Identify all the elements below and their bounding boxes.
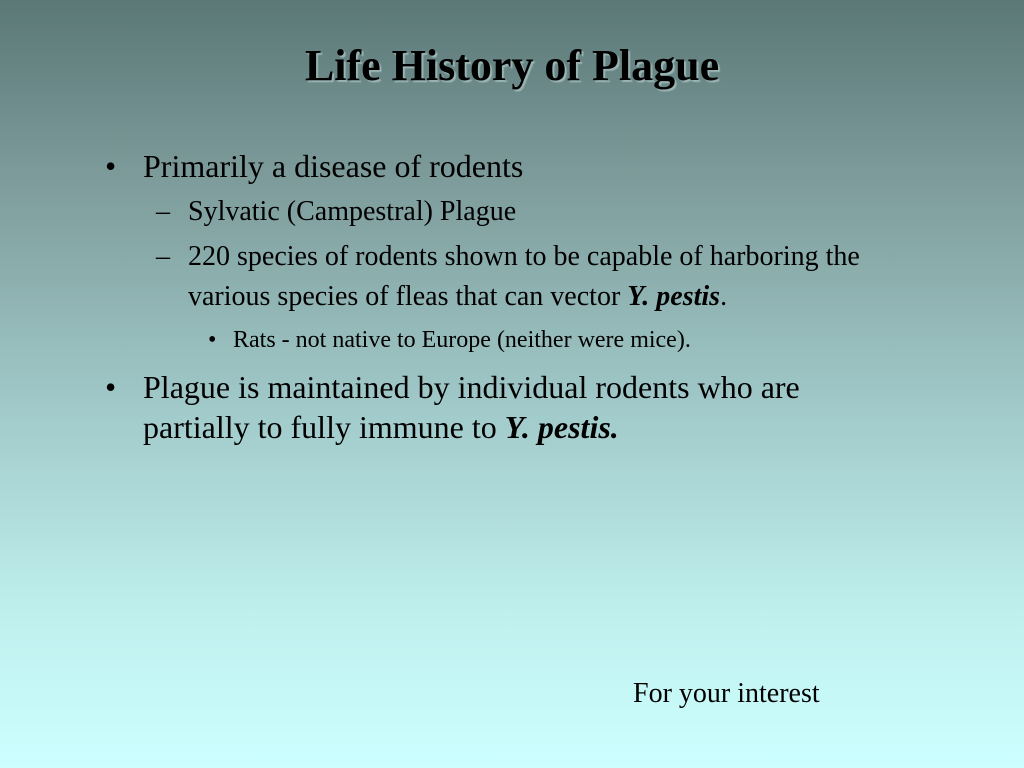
- bullet-marker: •: [105, 369, 117, 405]
- bullet-marker: •: [208, 327, 217, 353]
- species-epithet: pestis: [656, 281, 721, 312]
- dash-marker: –: [156, 241, 170, 272]
- sub-sub-bullet-item: [0, 325, 933, 355]
- bullet-item: [0, 146, 913, 186]
- dash-marker: –: [156, 196, 170, 227]
- slide-body: [0, 146, 1024, 447]
- sub-bullet-text: Sylvatic (Campestral) Plague: [188, 196, 517, 227]
- footer-note: For your interest: [633, 678, 820, 709]
- sub-bullet-item: [0, 237, 948, 317]
- species-genus: Y.: [627, 281, 650, 312]
- bullet-text: Primarily a disease of rodents: [143, 148, 524, 184]
- sentence-period: .: [720, 281, 728, 312]
- bullet-item: [0, 367, 913, 447]
- sub-bullet-text: 220 species of rodents shown to be capable of harboring the various species of fleas that can vector: [188, 241, 860, 312]
- species-name: Y. pestis.: [504, 409, 619, 445]
- bullet-text: Plague is maintained by individual rodents who are partially to fully immune to: [143, 369, 800, 445]
- bullet-marker: •: [105, 148, 117, 184]
- sub-sub-bullet-text: Rats - not native to Europe (neither were mice).: [233, 327, 691, 353]
- slide-title: Life History of Plague: [304, 41, 720, 90]
- sub-bullet-item: [0, 192, 948, 232]
